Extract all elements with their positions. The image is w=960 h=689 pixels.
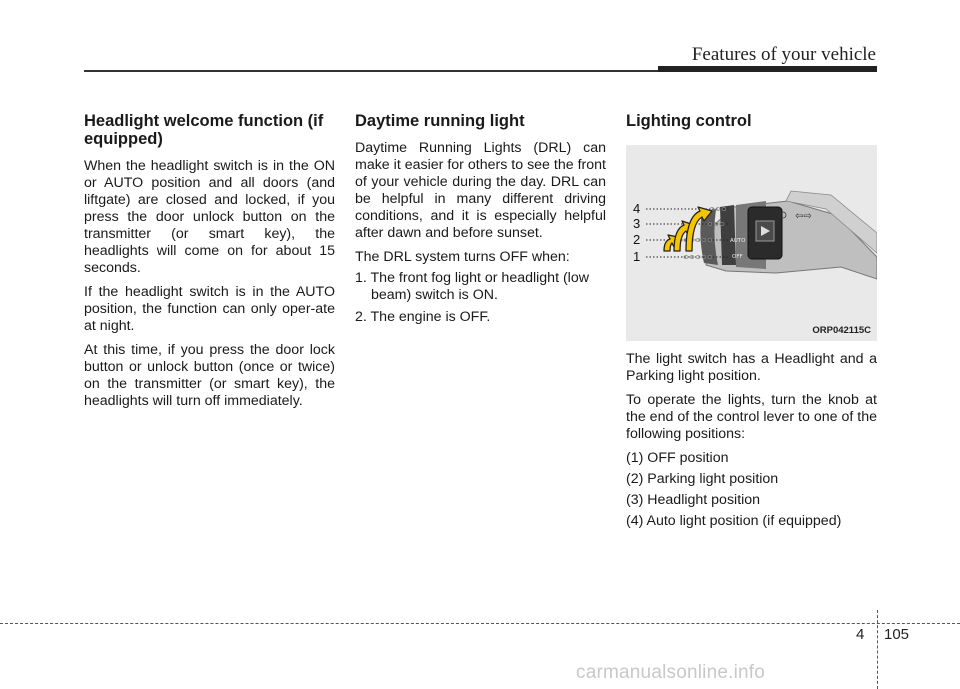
column-lighting-control (626, 112, 877, 534)
header-rule (84, 70, 658, 72)
footer-divider (877, 610, 878, 689)
position-item: (2) Parking light position (626, 471, 779, 487)
list-item: 2. The engine is OFF. (355, 309, 491, 325)
paragraph: If the headlight switch is in the AUTO position, the function can only oper-ate at night. (84, 284, 335, 334)
position-label-4: 4 (633, 201, 641, 216)
position-label-2: 2 (633, 232, 641, 247)
heading-daytime-running-light: Daytime running light (355, 112, 525, 130)
header-rule-accent (658, 66, 877, 72)
heading-headlight-welcome: Headlight welcome function (if equipped) (84, 112, 324, 148)
position-label-3: 3 (633, 216, 641, 231)
list-item: 1. The front fog light or headlight (low beam) switch is ON. (355, 270, 589, 303)
list-intro: The DRL system turns OFF when: (355, 249, 570, 265)
lighting-lever-illustration (626, 145, 877, 341)
paragraph: The light switch has a Headlight and a Parking light position. (626, 351, 877, 384)
position-label-1: 1 (633, 249, 641, 264)
chapter-number: 4 (856, 626, 865, 643)
heading-lighting-control: Lighting control (626, 112, 752, 130)
watermark: carmanualsonline.info (576, 662, 766, 683)
paragraph: At this time, if you press the door lock button or unlock button (once or twice) on the transmitter (or smart key), the headlights will turn off immediately. (84, 342, 335, 409)
header-title: Features of your vehicle (691, 44, 876, 65)
svg-text:⇦⇨: ⇦⇨ (795, 211, 812, 222)
switch-auto-label: AUTO (730, 238, 746, 244)
position-item: (4) Auto light position (if equipped) (626, 513, 842, 529)
figure-code: ORP042115C (812, 325, 871, 336)
position-item: (3) Headlight position (626, 492, 761, 508)
position-item: (1) OFF position (626, 450, 729, 466)
paragraph: Daytime Running Lights (DRL) can make it easier for others to see the front of your vehicle during the day. DRL can be helpful in many different driving conditions, and it is especially helpful after dawn and before sunset. (355, 140, 606, 241)
paragraph: When the headlight switch is in the ON or AUTO position and all doors (and liftgate) are closed and locked, if you press the door unlock button on the transmitter (or smart key), the headlights will come on for about 15 seconds. (84, 158, 335, 276)
column-daytime-running-light (355, 112, 606, 331)
footer-rule (0, 623, 960, 624)
lighting-switch-figure (626, 145, 877, 341)
column-headlight-welcome (84, 112, 335, 417)
page-number: 105 (884, 626, 910, 643)
paragraph: To operate the lights, turn the knob at the end of the control lever to one of the following positions: (626, 392, 877, 442)
switch-off-label: OFF (732, 254, 743, 260)
